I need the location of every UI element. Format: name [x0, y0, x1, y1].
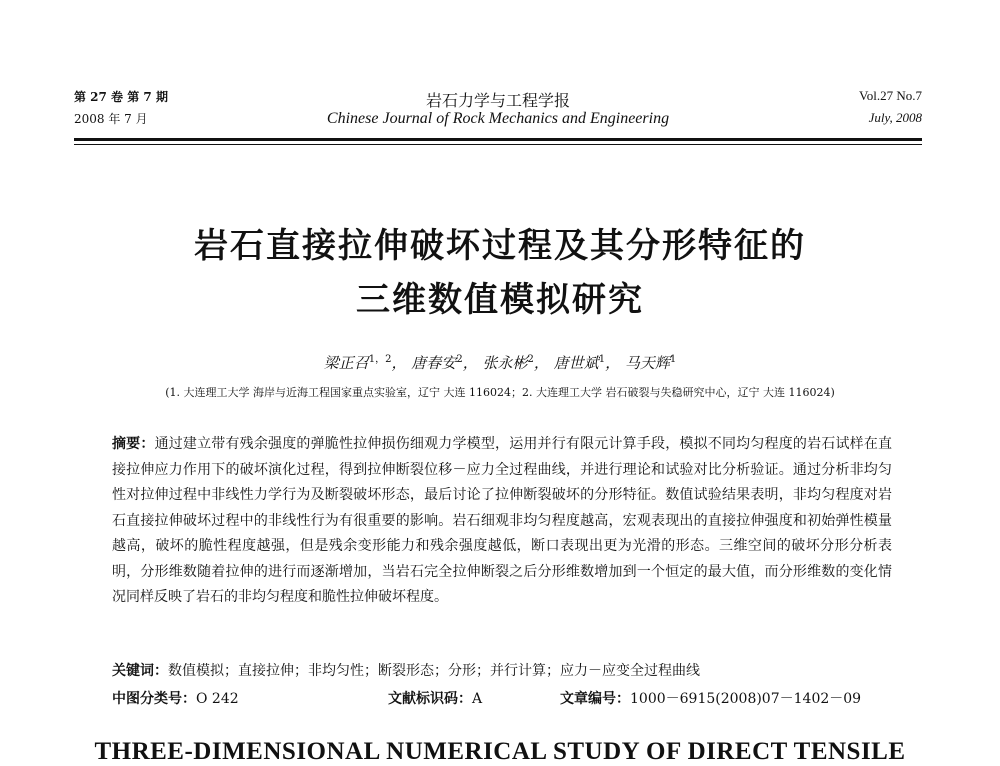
journal-name-en: Chinese Journal of Rock Mechanics and Engineering [326, 110, 670, 127]
abstract-text: 通过建立带有残余强度的弹脆性拉伸损伤细观力学模型，运用并行有限元计算手段，模拟不同均匀程度的岩石试样在直接拉伸应力作用下的破坏演化过程，得到拉伸断裂位移－应力全过程曲线，并进行理论和试验对比分析验证。通过分析非均匀性对拉伸过程中非线性力学行为及断裂破坏形态，最后讨论了拉伸断裂破坏的分形特征。数值试验结果表明，非均匀程度对岩石直接拉伸破坏过程中的非线性行为有很重要的影响。岩石细观非均匀程度越高，宏观表现出的直接拉伸强度和初始弹性模量越高，破坏的脆性程度越强，但是残余变形能力和残余强度越低，断口表现出更为光滑的形态。三维空间的破坏分形分析表明，分形维数随着拉伸的进行而逐渐增加，当岩石完全拉伸断裂之后分形维数增加到一个恒定的最大值，而分形维数的变化情况同样反映了岩石的非均匀程度和脆性拉伸破坏程度。 [112, 436, 893, 605]
date-en: July, 2008 [868, 110, 922, 125]
author-affiliation-mark: 1 [598, 354, 606, 365]
header-rule-thin [74, 144, 922, 145]
abstract-label: 摘要： [112, 436, 155, 452]
author-name: 张永彬 [482, 354, 528, 372]
date-cn: 2008 年 7 月 [74, 112, 148, 126]
author-separator: ， [391, 354, 407, 372]
volume-issue-cn: 第 27 卷 第 7 期 [74, 90, 168, 104]
volume-issue-en: Vol.27 No.7 [859, 88, 922, 103]
author-separator: ， [533, 354, 549, 372]
author-list [0, 350, 1000, 373]
journal-name-cn: 岩石力学与工程学报 [425, 91, 570, 110]
document-code [388, 688, 482, 708]
author-name: 梁正召 [323, 354, 369, 372]
keywords-text: 数值模拟；直接拉伸；非均匀性；断裂形态；分形；并行计算；应力－应变全过程曲线 [168, 663, 700, 679]
author-affiliations: (1. 大连理工大学 海岸与近海工程国家重点实验室，辽宁 大连 116024；2. 大连理工大学 岩石破裂与失稳研究中心，辽宁 大连 116024) [165, 386, 835, 399]
keywords [112, 660, 892, 680]
author-name: 唐春安 [411, 354, 457, 372]
paper-title-line-2: 三维数值模拟研究 [356, 280, 644, 320]
journal-header [74, 86, 922, 136]
author-affiliation-mark: 2 [527, 354, 534, 365]
header-rule-thick [74, 138, 922, 141]
abstract [112, 432, 892, 611]
author-affiliation-mark: 2 [456, 354, 463, 365]
english-title: THREE-DIMENSIONAL NUMERICAL STUDY OF DIRECT TENSILE [94, 738, 906, 765]
article-number [560, 688, 861, 708]
article-number-value: 1000－6915(2008)07－1402－09 [630, 691, 862, 707]
author-name: 唐世斌 [553, 354, 599, 372]
author-name: 马天辉 [624, 354, 670, 372]
paper-title-line-1: 岩石直接拉伸破坏过程及其分形特征的 [194, 226, 806, 266]
clc-label: 中图分类号： [112, 691, 196, 707]
doc-code-value: A [472, 691, 483, 707]
clc-value: O 242 [196, 691, 239, 707]
doc-code-label: 文献标识码： [388, 691, 472, 707]
author-separator: ， [605, 354, 621, 372]
keywords-label: 关键词： [112, 663, 168, 679]
author-affiliation-mark: 1，2 [368, 354, 392, 365]
clc-number [112, 688, 239, 708]
author-separator: ， [462, 354, 478, 372]
article-number-label: 文章编号： [560, 691, 630, 707]
author-affiliation-mark: 1 [669, 354, 677, 365]
